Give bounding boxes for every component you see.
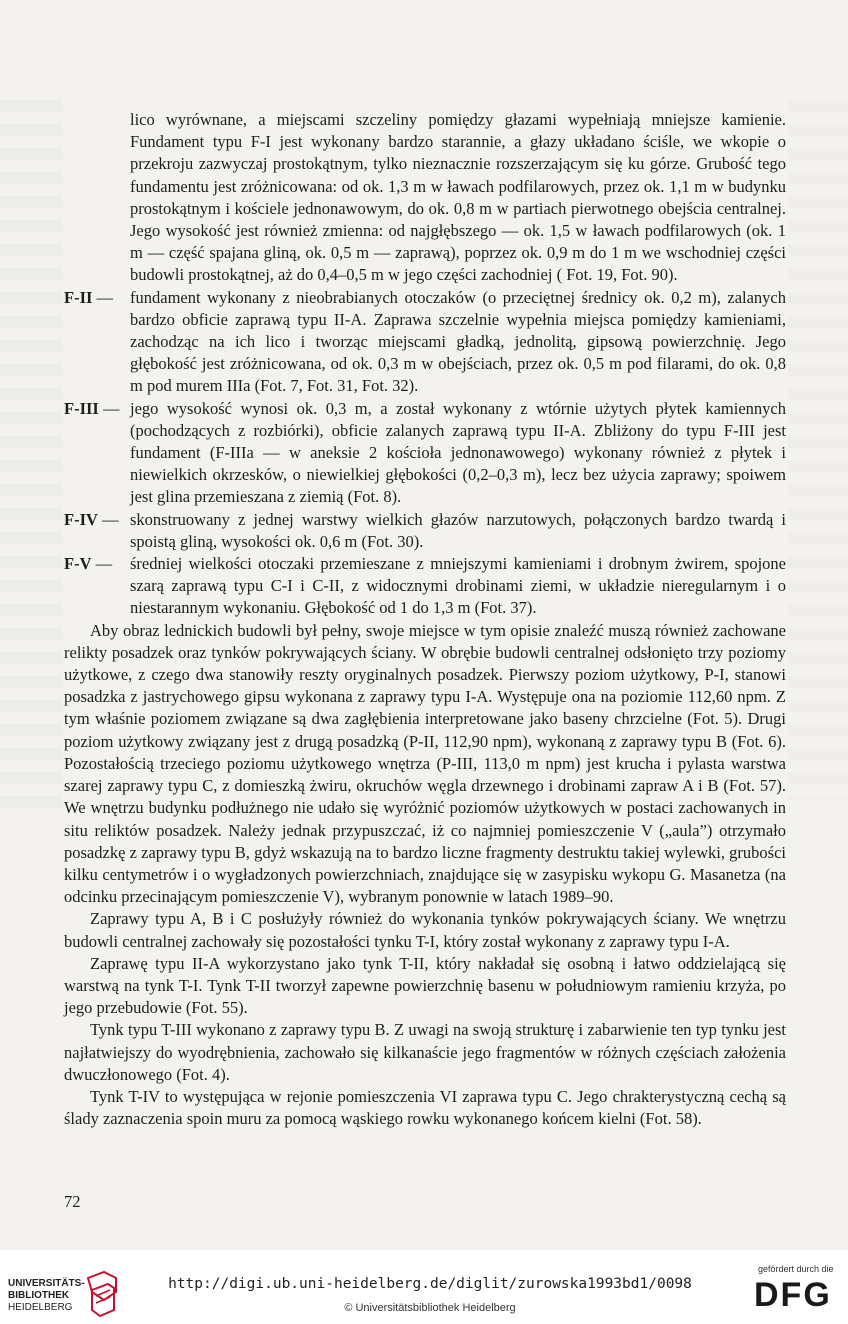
- definition-text: średniej wielkości otoczaki przemieszane z mniejszymi kamieniami i drobnym żwirem, spojone szarą zaprawą typu C-I i C-II, z widocznymi drobinami ziemi, w układzie nieregularnym i o niestarannym wykonaniu. Głębokość od 1 do 1,3 m (Fot. 37).: [130, 554, 786, 618]
- ub-heidelberg-logo-icon: [84, 1270, 120, 1318]
- term-label: F-II: [64, 287, 93, 307]
- definition-f-iv: F-IV — skonstruowany z jednej warstwy wielkich głazów narzutowych, połączonych bardzo twardą i spoistą gliną, wysokości ok. 0,6 m (Fot. 30).: [64, 509, 786, 551]
- dfg-logo: DFG: [754, 1276, 832, 1314]
- term-label: F-III: [64, 398, 99, 418]
- library-name: UNIVERSITÄTS- BIBLIOTHEK HEIDELBERG: [8, 1278, 85, 1313]
- definition-f-iii: F-III — jego wysokość wynosi ok. 0,3 m, a został wykonany z wtórnie użytych płytek kamiennych (pochodzących z rozbiórki), obficie zalanych zaprawą typu II-A. Zbliżony do typu F-III jest fundament (F-IIIa — w aneksie 2 kościoła jednonawowego) wykonany również z płytek i niewielkich okrzesków, o niewielkiej głębokości (0,2–0,3 m), lecz bez użycia zaprawy; spoiwem jest glina przemieszana z ziemią (Fot. 8).: [64, 398, 786, 507]
- page-text: [64, 109, 786, 1130]
- body-paragraph: Tynk typu T-III wykonano z zaprawy typu B. Z uwagi na swoją strukturę i zabarwienie ten typ tynku jest najłatwiejszy do wyodrębnienia, zachowało się kilkanaście jego fragmentów w różnych częściach założenia dwuczłonowego (Fot. 4).: [64, 1020, 786, 1084]
- funder-caption: gefördert durch die: [758, 1264, 834, 1274]
- body-paragraph: Zaprawę typu II-A wykorzystano jako tynk T-II, który nakładał się osobną i łatwo oddzielającą się warstwą na tynk T-I. Tynk T-II tworzył zapewne powierzchnię basenu w południowym ramieniu krzyża, po jego przebudowie (Fot. 55).: [64, 953, 786, 1018]
- intro-paragraph: lico wyrównane, a miejscami szczeliny pomiędzy głazami wypełniają mniejsze kamienie. Fundament typu F-I jest wykonany bardzo starannie, a głazy układano ściśle, we wkopie o przekroju zazwyczaj prostokątnym, tylko nieznacznie rozszerzającym się ku górze. Grubość tego fundamentu jest zróżnicowana: od ok. 1,3 m w ławach podfilarowych, przez ok. 1,1 m w budynku prostokątnym i kościele jednonawowym, do ok. 0,8 m w partiach pierwotnego obejścia centralnej. Jego wysokość jest również zmienna: od najgłębszego — ok. 1,5 w ławach podfilarowych (ok. 1 m — część spajana gliną, ok. 0,5 m — zaprawą), poprzez ok. 0,9 m do 1 m we wschodniej części budowli prostokątnej, aż do 0,4–0,5 m w jego części zachodniej ( Fot. 19, Fot. 90).: [130, 110, 786, 285]
- body-paragraph: Tynk T-IV to występująca w rejonie pomieszczenia VI zaprawa typu C. Jego chrakterystyczną cechą są ślady zaznaczenia spoin muru za pomocą wąskiego rowku wykonanego końcem kielni (Fot. 58).: [64, 1086, 786, 1129]
- definition-text: skonstruowany z jednej warstwy wielkich głazów narzutowych, połączonych bardzo twardą i spoistą gliną, wysokości ok. 0,6 m (Fot. 30).: [130, 509, 786, 551]
- definition-text: jego wysokość wynosi ok. 0,3 m, a został wykonany z wtórnie użytych płytek kamiennych (pochodzących z rozbiórki), obficie zalanych zaprawą typu II-A. Zbliżony do typu F-III jest fundament (F-IIIa — w aneksie 2 kościoła jednonawowego) wykonany również z płytek i niewielkich okrzesków, o niewielkiej głębokości (0,2–0,3 m), lecz bez użycia zaprawy; spoiwem jest glina przemieszana z ziemią (Fot. 8).: [130, 398, 786, 507]
- digitization-footer: [0, 1250, 848, 1324]
- page-number: 72: [64, 1192, 81, 1211]
- definition-f-v: F-V — średniej wielkości otoczaki przemieszane z mniejszymi kamieniami i drobnym żwirem, spojone szarą zaprawą typu C-I i C-II, z widocznymi drobinami ziemi, w układzie nieregularnym i o niestarannym wykonaniu. Głębokość od 1 do 1,3 m (Fot. 37).: [64, 554, 786, 618]
- body-paragraph: Zaprawy typu A, B i C posłużyły również do wykonania tynków pokrywających ściany. We wnętrzu budowli centralnej zachowały się pozostałości tynku T-I, który został wykonany z zaprawy typu I-A.: [64, 909, 786, 951]
- term-label: F-V: [64, 554, 92, 574]
- copyright-notice: © Universitätsbibliothek Heidelberg: [344, 1302, 516, 1314]
- bleed-through-right: [788, 100, 848, 800]
- term-label: F-IV: [64, 509, 98, 529]
- definition-f-ii: F-II — fundament wykonany z nieobrabianych otoczaków (o przeciętnej średnicy ok. 0,2 m), zalanych bardzo obficie zaprawą typu II-A. Zaprawa szczelnie wypełnia miejsca pomiędzy kamieniami, zachodząc na ich lico i tworząc miejscami gładką, jednolitą, gipsową powierzchnię. Jego głębokość jest zróżnicowana, od ok. 0,3 m w obejściach, przez ok. 0,5 m pod filarami, do ok. 0,8 m pod murem IIIa (Fot. 7, Fot. 31, Fot. 32).: [64, 287, 786, 396]
- permalink-url[interactable]: http://digi.ub.uni-heidelberg.de/diglit/zurowska1993bd1/0098: [168, 1276, 692, 1292]
- bleed-through-left: [0, 100, 62, 820]
- definition-text: fundament wykonany z nieobrabianych otoczaków (o przeciętnej średnicy ok. 0,2 m), zalanych bardzo obficie zaprawą typu II-A. Zaprawa szczelnie wypełnia miejsca pomiędzy kamieniami, zachodząc na ich lico i tworząc miejscami gładką, jednolitą, gipsową powierzchnię. Jego głębokość jest zróżnicowana, od ok. 0,3 m w obejściach, przez ok. 0,5 m pod filarami, do ok. 0,8 m pod murem IIIa (Fot. 7, Fot. 31, Fot. 32).: [130, 287, 786, 396]
- body-paragraph: Aby obraz lednickich budowli był pełny, swoje miejsce w tym opisie znaleźć muszą również zachowane relikty posadzek oraz tynków pokrywających ściany. W obrębie budowli centralnej odsłonięto trzy poziomy użytkowe, z czego dwa stanowiły reszty oryginalnych posadzek. Pierwszy poziom użytkowy, P-I, stanowi posadzka z jastrychowego gipsu wykonana z zaprawy typu I-A. Występuje ona na poziomie 112,60 npm. Z tym właśnie poziomem związane są dwa zagłębienia interpretowane jako baseny chrzcielne (Fot. 5). Drugi poziom użytkowy związany jest z drugą posadzką (P-II, 112,90 npm), wykonaną z zaprawy typu B (Fot. 6). Pozostałością trzeciego poziomu użytkowego wnętrza (P-III, 113,0 m npm) jest krucha i pylasta warstwa szarej zaprawy typu C, z domieszką żwiru, okruchów węgla drzewnego i drobinami zapraw A i B (Fot. 57). We wnętrzu budynku podłużnego nie udało się wyróżnić poziomów użytkowych w postaci zachowanych in situ reliktów posadzek. Należy jednak przypuszczać, iż co najmniej pomieszczenie V („aula”) otrzymało posadzkę z zaprawy typu B, gdyż wskazują na to bardzo liczne fragmenty destruktu takiej wylewki, grubości kilku centymetrów i o wygładzonych powierzchniach, znajdujące się w zasypisku wykopu G. Masanetza (na odcinku przecinającym pomieszczenie V), wybranym ponownie w latach 1989–90.: [64, 620, 786, 907]
